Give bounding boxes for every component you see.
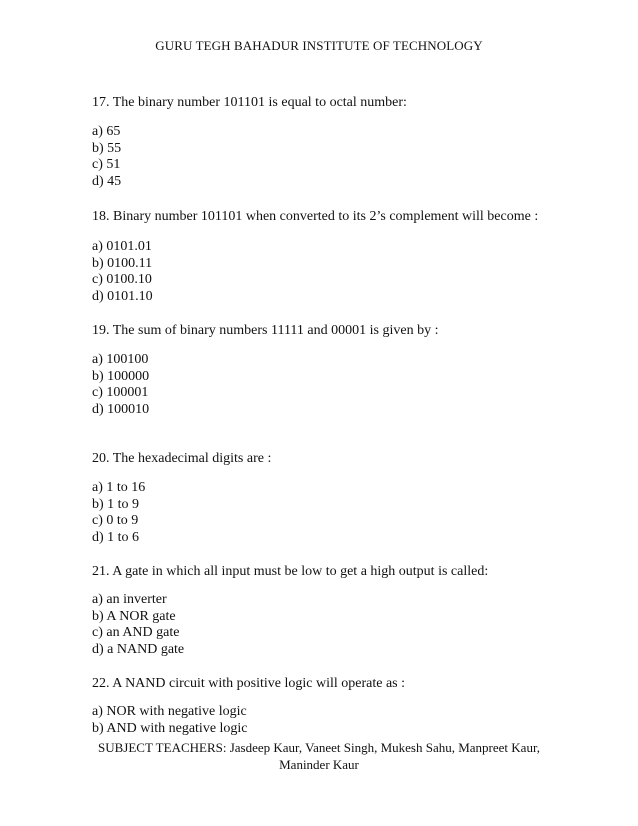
- question-list: [92, 94, 572, 737]
- question-19: [92, 322, 572, 418]
- option-b: b) AND with negative logic: [92, 720, 248, 736]
- option-a: a) 65: [92, 124, 121, 139]
- option-list: [92, 124, 572, 190]
- question-text: 19. The sum of binary numbers 11111 and 00001 is given by :: [92, 323, 439, 338]
- option-b: b) A NOR gate: [92, 608, 176, 624]
- option-list: [92, 592, 572, 658]
- option-c: c) 100001: [92, 385, 149, 400]
- institute-name: GURU TEGH BAHADUR INSTITUTE OF TECHNOLOGY: [155, 38, 483, 53]
- option-b: b) 100000: [92, 368, 150, 384]
- option-a: a) 0101.01: [92, 239, 152, 254]
- question-text: 21. A gate in which all input must be low to get a high output is called:: [92, 564, 489, 579]
- option-a: a) NOR with negative logic: [92, 704, 247, 719]
- option-list: [92, 352, 572, 418]
- option-b: b) 1 to 9: [92, 496, 140, 512]
- question-21: [92, 563, 572, 658]
- question-text: 20. The hexadecimal digits are :: [92, 451, 272, 466]
- option-a: a) 100100: [92, 352, 149, 367]
- option-a: a) 1 to 16: [92, 480, 146, 495]
- question-22: [92, 675, 572, 737]
- option-list: [92, 239, 572, 305]
- option-c: c) 0 to 9: [92, 513, 139, 528]
- option-d: d) 100010: [92, 401, 150, 417]
- option-b: b) 0100.11: [92, 255, 153, 271]
- page-footer: [0, 739, 638, 773]
- question-17: [92, 94, 572, 190]
- option-a: a) an inverter: [92, 592, 167, 607]
- option-c: c) an AND gate: [92, 625, 180, 640]
- option-d: d) 1 to 6: [92, 529, 140, 545]
- question-text: 22. A NAND circuit with positive logic will operate as :: [92, 676, 406, 691]
- question-text: 17. The binary number 101101 is equal to octal number:: [92, 95, 407, 110]
- option-d: d) 45: [92, 173, 122, 189]
- question-20: [92, 450, 572, 546]
- footer-teachers-line-2: Maninder Kaur: [279, 757, 359, 772]
- page-header: [0, 38, 638, 54]
- option-d: d) 0101.10: [92, 288, 153, 304]
- option-b: b) 55: [92, 140, 122, 156]
- option-c: c) 0100.10: [92, 272, 152, 287]
- option-list: [92, 704, 572, 737]
- footer-teachers-line: SUBJECT TEACHERS: Jasdeep Kaur, Vaneet Singh, Mukesh Sahu, Manpreet Kaur,: [98, 740, 540, 755]
- option-c: c) 51: [92, 157, 121, 172]
- question-18: [92, 208, 572, 305]
- option-d: d) a NAND gate: [92, 641, 185, 657]
- option-list: [92, 480, 572, 546]
- question-text: 18. Binary number 101101 when converted to its 2’s complement will become :: [92, 209, 539, 224]
